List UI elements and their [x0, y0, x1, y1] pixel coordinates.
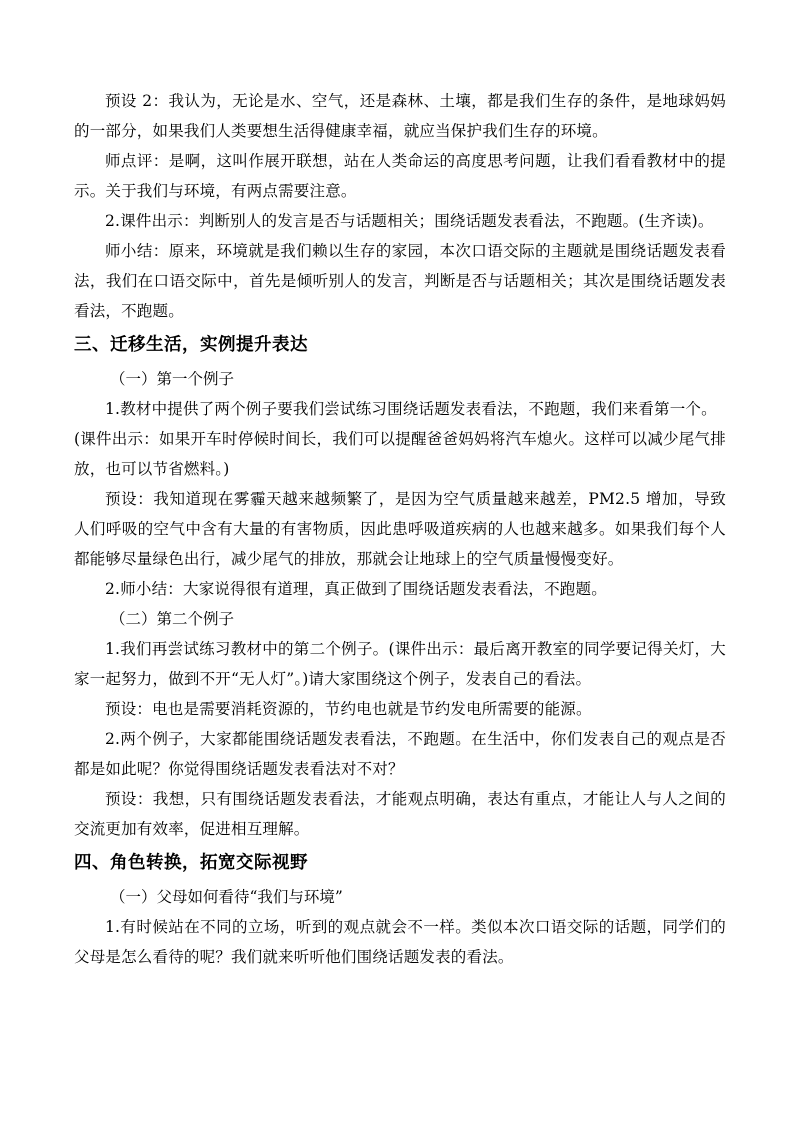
paragraph-parents-intro: 1.有时候站在不同的立场，听到的观点就会不一样。类似本次口语交际的话题，同学们的父母是怎么看待的呢？我们就来听听他们围绕话题发表的看法。 [74, 918, 726, 966]
paragraph-teacher-summary: 师小结：原来，环境就是我们赖以生存的家园，本次口语交际的主题就是围绕话题发表看法，我们在口语交际中，首先是倾听别人的发言，判断是否与话题相关；其次是围绕话题发表看法，不跑题。 [74, 242, 726, 320]
section-heading-3: 三、迁移生活，实例提升表达 [74, 335, 308, 355]
paragraph-example-2-question: 2.两个例子，大家都能围绕话题发表看法，不跑题。在生活中，你们发表自己的观点是否都是如此呢？你觉得围绕话题发表看法对不对？ [74, 730, 726, 778]
paragraph-example-1-intro: 1.教材中提供了两个例子要我们尝试练习围绕话题发表看法，不跑题，我们来看第一个。 [105, 400, 717, 418]
section-heading-4: 四、角色转换，拓宽交际视野 [74, 853, 308, 873]
paragraph-example-2-intro: 1.我们再尝试练习教材中的第二个例子。(课件出示：最后离开教室的同学要记得关灯，大家一起努力，做到不开“无人灯”。)请大家围绕这个例子，发表自己的看法。 [74, 640, 726, 688]
paragraph-courseware-display: 2.课件出示：判断别人的发言是否与话题相关；围绕话题发表看法，不跑题。(生齐读)。 [105, 212, 714, 230]
subheading-example-1: （一）第一个例子 [110, 370, 235, 388]
subheading-parents-view: （一）父母如何看待“我们与环境” [110, 888, 343, 906]
subheading-example-2: （二）第二个例子 [110, 610, 235, 628]
paragraph-teacher-comment: 师点评：是啊，这叫作展开联想，站在人类命运的高度思考问题，让我们看看教材中的提示。关于我们与环境，有两点需要注意。 [74, 152, 726, 200]
paragraph-example-1-preset: 预设：我知道现在雾霾天越来越频繁了，是因为空气质量越来越差，PM2.5 增加，导致人们呼吸的空气中含有大量的有害物质，因此患呼吸道疾病的人也越来越多。如果我们每个人都能够尽量绿色出行，减少尾气的排放，那就会让地球上的空气质量慢慢变好。 [74, 490, 726, 568]
paragraph-example-2-preset: 预设：电也是需要消耗资源的，节约电也就是节约发电所需要的能源。 [105, 700, 592, 718]
document-body [74, 86, 726, 972]
paragraph-example-2-preset-answer: 预设：我想，只有围绕话题发表看法，才能观点明确，表达有重点，才能让人与人之间的交流更加有效率，促进相互理解。 [74, 790, 726, 838]
paragraph-example-1-courseware: (课件出示：如果开车时停候时间长，我们可以提醒爸爸妈妈将汽车熄火。这样可以减少尾气排放，也可以节省燃料。) [74, 430, 726, 478]
paragraph-example-1-summary: 2.师小结：大家说得很有道理，真正做到了围绕话题发表看法，不跑题。 [105, 580, 607, 598]
paragraph-preset-2: 预设 2：我认为，无论是水、空气，还是森林、土壤，都是我们生存的条件，是地球妈妈的一部分，如果我们人类要想生活得健康幸福，就应当保护我们生存的环境。 [74, 92, 726, 140]
